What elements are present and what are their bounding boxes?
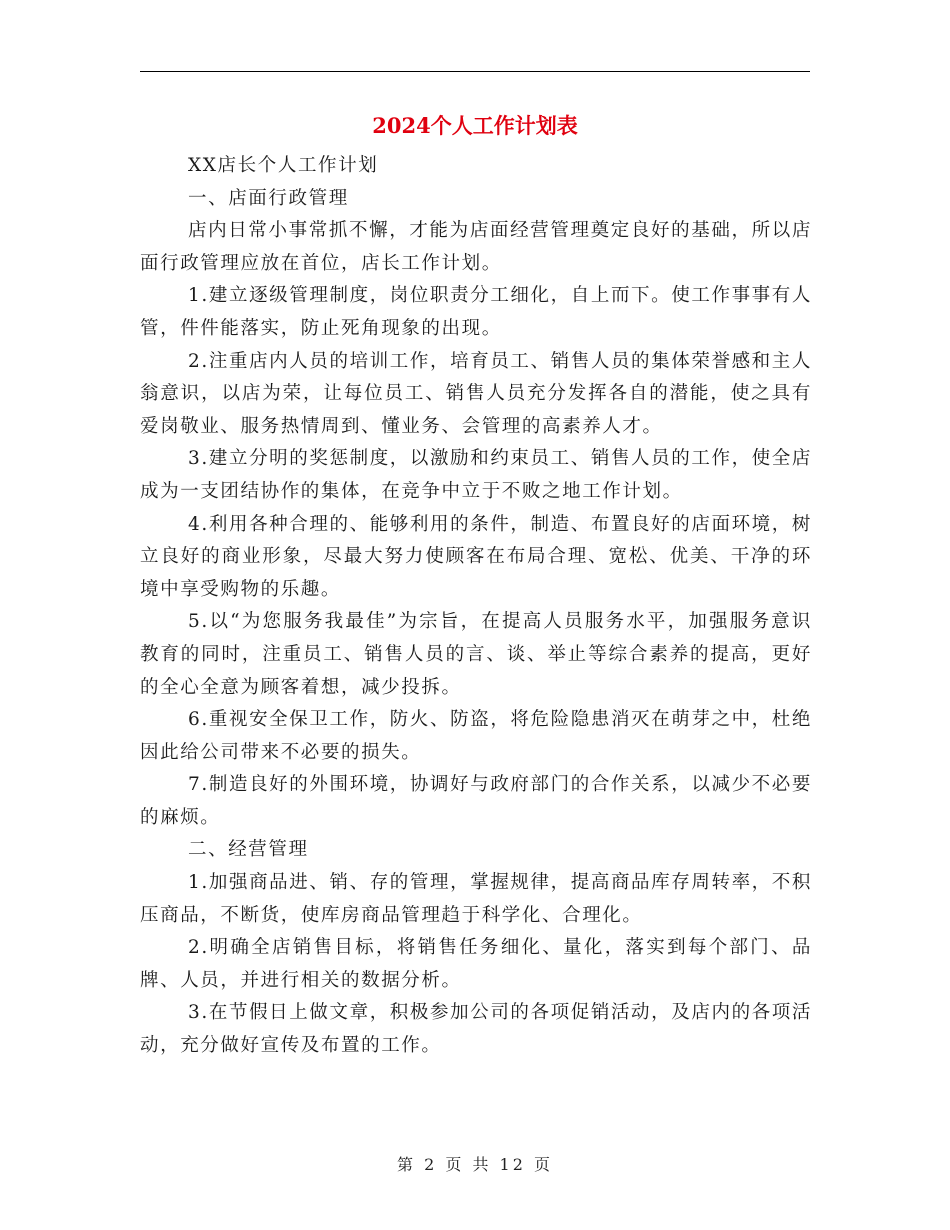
paragraph-ops-item-1: 1.加强商品进、销、存的管理，掌握规律，提高商品库存周转率，不积压商品，不断货，使库房商品管理趋于科学化、合理化。 [140, 872, 812, 926]
paragraph-ops-item-2: 2.明确全店销售目标，将销售任务细化、量化，落实到每个部门、品牌、人员，并进行相关的数据分析。 [140, 937, 812, 991]
section-heading-operations: 二、经营管理 [188, 839, 309, 861]
paragraph-item-5: 5.以“为您服务我最佳”为宗旨，在提高人员服务水平，加强服务意识教育的同时，注重员工、销售人员的言、谈、举止等综合素养的提高，更好的全心全意为顾客着想，减少投拆。 [140, 611, 812, 698]
paragraph-item-2: 2.注重店内人员的培训工作，培育员工、销售人员的集体荣誉感和主人翁意识，以店为荣，让每位员工、销售人员充分发挥各自的潜能，使之具有爱岗敬业、服务热情周到、懂业务、会管理的高素养人才。 [140, 350, 812, 437]
paragraph-item-6: 6.重视安全保卫工作，防火、防盗，将危险隐患消灭在萌芽之中，杜绝因此给公司带来不必要的损失。 [140, 709, 812, 763]
paragraph-item-4: 4.利用各种合理的、能够利用的条件，制造、布置良好的店面环境，树立良好的商业形象，尽最大努力使顾客在布局合理、宽松、优美、干净的环境中享受购物的乐趣。 [140, 513, 812, 600]
paragraph-item-7: 7.制造良好的外围环境，协调好与政府部门的合作关系，以减少不必要的麻烦。 [140, 774, 812, 828]
paragraph-intro: 店内日常小事常抓不懈，才能为店面经营管理奠定良好的基础，所以店面行政管理应放在首位，店长工作计划。 [140, 220, 812, 274]
document-title: 2024个人工作计划表 [372, 113, 578, 138]
document-subtitle: XX店长个人工作计划 [188, 155, 379, 176]
document-body [140, 150, 812, 1063]
page-number-footer: 第 2 页 共 12 页 [397, 1155, 553, 1174]
section-heading-admin: 一、店面行政管理 [188, 187, 349, 209]
paragraph-ops-item-3: 3.在节假日上做文章，积极参加公司的各项促销活动，及店内的各项活动，充分做好宣传及布置的工作。 [140, 1002, 812, 1057]
header-rule [140, 71, 810, 72]
paragraph-item-3: 3.建立分明的奖惩制度，以激励和约束员工、销售人员的工作，使全店成为一支团结协作的集体，在竞争中立于不败之地工作计划。 [140, 448, 812, 502]
paragraph-item-1: 1.建立逐级管理制度，岗位职责分工细化，自上而下。使工作事事有人管，件件能落实，防止死角现象的出现。 [140, 285, 812, 339]
